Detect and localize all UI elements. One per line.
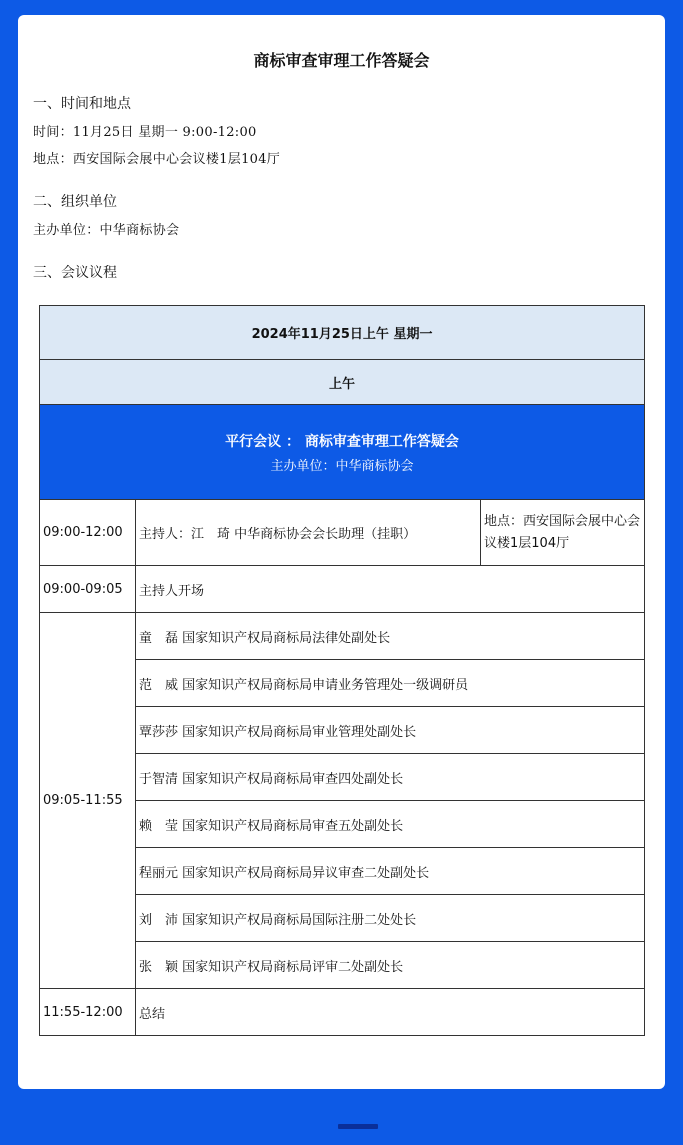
speaker-cell: 赖 莹 国家知识产权局商标局审查五处副处长 xyxy=(136,801,645,848)
time-cell: 11:55-12:00 xyxy=(40,989,136,1036)
table-row xyxy=(40,613,645,660)
organizer: 主办单位：中华商标协会 xyxy=(33,223,180,238)
scroll-handle[interactable] xyxy=(338,1124,378,1129)
location-cell: 地点：西安国际会展中心会议楼1层104厅 xyxy=(481,500,645,566)
speaker-cell: 张 颖 国家知识产权局商标局评审二处副处长 xyxy=(136,942,645,989)
session-organizer: 主办单位：中华商标协会 xyxy=(270,458,414,474)
speaker-cell: 童 磊 国家知识产权局商标局法律处副处长 xyxy=(136,613,645,660)
speaker-cell: 程丽元 国家知识产权局商标局异议审查二处副处长 xyxy=(136,848,645,895)
page-title: 商标审查审理工作答疑会 xyxy=(253,51,430,70)
table-row xyxy=(40,566,645,613)
time-cell: 09:00-12:00 xyxy=(40,500,136,566)
content-cell: 主持人开场 xyxy=(136,566,645,613)
time-cell: 09:00-09:05 xyxy=(40,566,136,613)
content-cell: 总结 xyxy=(136,989,645,1036)
meeting-time: 时间：11月25日 星期一 9:00-12:00 xyxy=(33,125,257,140)
table-row xyxy=(40,306,645,360)
table-row xyxy=(40,500,645,566)
table-row xyxy=(40,989,645,1036)
agenda-period: 上午 xyxy=(40,360,645,405)
section-time-place-heading: 一、时间和地点 xyxy=(33,96,131,112)
table-row xyxy=(40,360,645,405)
session-banner xyxy=(40,405,645,500)
agenda-table xyxy=(39,305,645,1036)
agenda-date-header: 2024年11月25日上午 星期一 xyxy=(40,306,645,360)
speaker-cell: 覃莎莎 国家知识产权局商标局审业管理处副处长 xyxy=(136,707,645,754)
document-card xyxy=(18,15,665,1089)
section-organizer-heading: 二、组织单位 xyxy=(33,194,117,210)
section-agenda-heading: 三、会议议程 xyxy=(33,265,117,281)
session-title: 平行会议 ： 商标审查审理工作答疑会 xyxy=(225,433,459,450)
speaker-cell: 刘 沛 国家知识产权局商标局国际注册二处处长 xyxy=(136,895,645,942)
table-row xyxy=(40,405,645,500)
host-cell: 主持人：江 琦 中华商标协会会长助理（挂职） xyxy=(136,500,481,566)
speaker-cell: 于智清 国家知识产权局商标局审查四处副处长 xyxy=(136,754,645,801)
speaker-cell: 范 威 国家知识产权局商标局申请业务管理处一级调研员 xyxy=(136,660,645,707)
meeting-place: 地点：西安国际会展中心会议楼1层104厅 xyxy=(33,152,281,167)
time-cell: 09:05-11:55 xyxy=(40,613,136,989)
